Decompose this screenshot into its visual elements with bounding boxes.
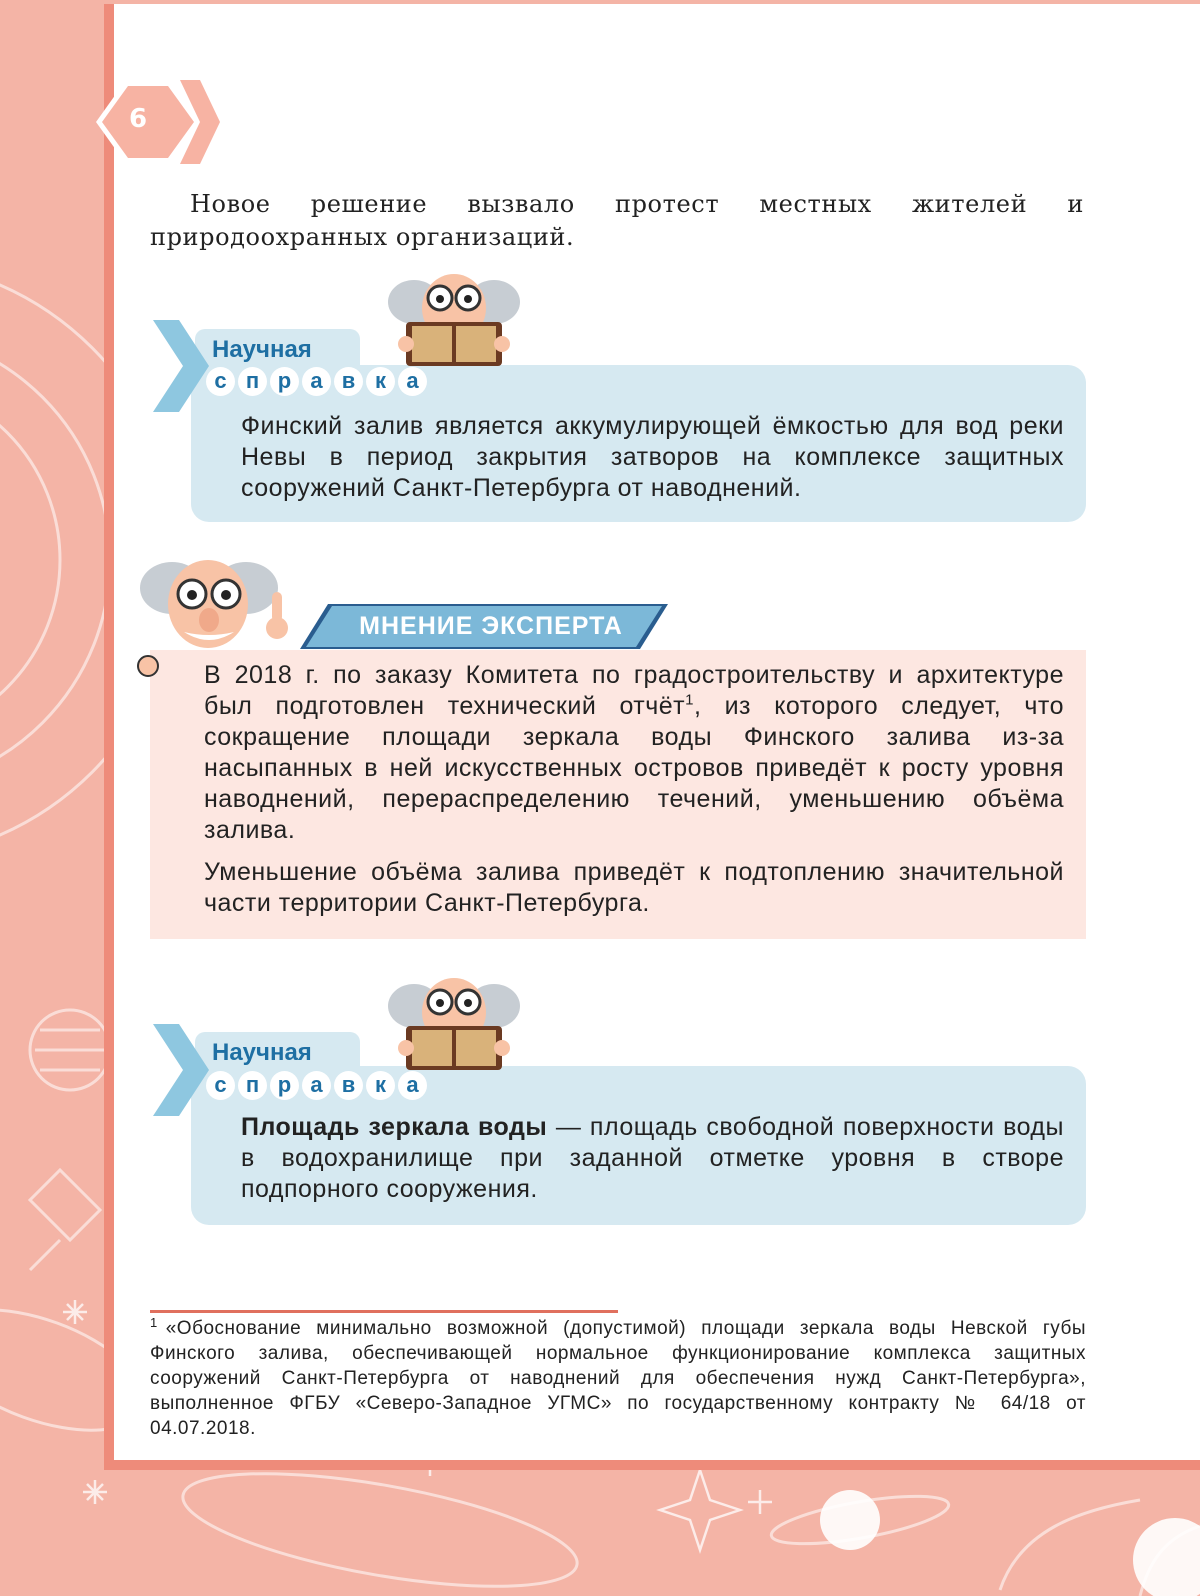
footnote-number: 1 [150,1314,158,1330]
subtitle-letter: п [238,367,267,396]
scientist-pointing-icon [136,548,296,708]
chevron-right-icon [153,320,213,412]
subtitle-letter: к [366,1071,395,1100]
science-reference-title: Научная [212,336,312,363]
expert-text-part: , из которого следует, что сокращение площади зеркала воды Финского залива из-за насыпанных в ней искусственных островов приведёт к росту уровня наводнений, перераспределению течений, уменьшению объёма залива. [204,692,1064,844]
definition-term: Площадь зеркала воды [241,1113,548,1141]
expert-paragraph-1 [204,660,1064,846]
subtitle-letter: п [238,1071,267,1100]
science-reference-text [241,1112,1064,1205]
subtitle-letter: а [302,1071,331,1100]
subtitle-letter: а [302,367,331,396]
footnote-text: «Обоснование минимально возможной (допустимой) площади зеркала воды Невской губы Финского залива, обеспечивающей нормальное функционирование комплекса защитных сооружений Санкт-Петербурга от наводнений для обеспечения нужд Санкт-Петербурга», выполненное ФГБУ «Северо-Западное УГМС» по государственному контракту № 64/18 от 04.07.2018. [150,1318,1086,1439]
expert-text-part: В 2018 г. по заказу Комитета по градостроительству и архитектуре был подготовлен технический отчёт [204,661,1064,720]
subtitle-letter: в [334,1071,363,1100]
page-number: 6 [128,104,148,134]
footnote-divider [150,1310,618,1313]
science-reference-subtitle [206,1071,427,1100]
expert-paragraph-2: Уменьшение объёма залива приведёт к подтоплению значительной части территории Санкт-Петербурга. [204,858,1064,917]
subtitle-letter: с [206,367,235,396]
subtitle-letter: в [334,367,363,396]
subtitle-letter: а [398,367,427,396]
subtitle-letter: к [366,367,395,396]
expert-title: МНЕНИЕ ЭКСПЕРТА [359,612,623,640]
science-reference-subtitle [206,367,427,396]
subtitle-letter: с [206,1071,235,1100]
subtitle-letter: р [270,367,299,396]
footnote-marker: 1 [685,691,694,709]
subtitle-letter: р [270,1071,299,1100]
science-reference-text: Финский залив является аккумулирующей ёмкостью для вод реки Невы в период закрытия затворов на комплексе защитных сооружений Санкт-Петербурга от наводнений. [241,412,1064,502]
subtitle-letter: а [398,1071,427,1100]
footnote [150,1316,1086,1441]
intro-paragraph: Новое решение вызвало протест местных жителей и природоохранных организаций. [150,190,1084,251]
science-reference-title: Научная [212,1039,312,1066]
scientist-reading-icon [384,266,524,366]
definition-body: — площадь свободной поверхности воды в водохранилище при заданной отметке уровня в створе подпорного сооружения. [241,1113,1064,1203]
chevron-right-icon [153,1024,213,1116]
scientist-reading-icon [384,970,524,1070]
